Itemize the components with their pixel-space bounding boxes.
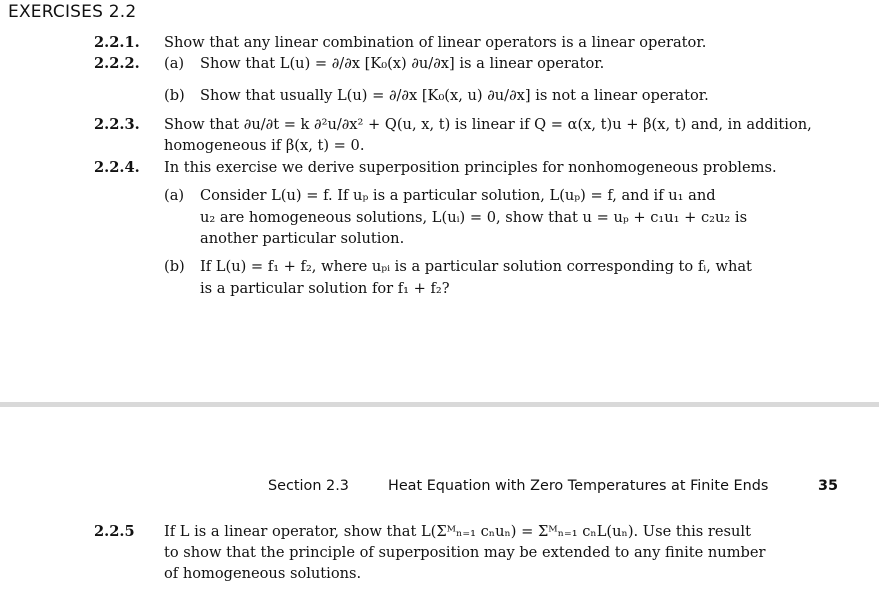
exercise-text: of homogeneous solutions. bbox=[164, 565, 362, 582]
part-label: (b) bbox=[164, 87, 185, 104]
exercise-text: Show that L(u) = ∂/∂x [K₀(x) ∂u/∂x] is a linear operator. bbox=[200, 55, 605, 72]
exercise-text: If L is a linear operator, show that L(Σᴹₙ₌₁ cₙuₙ) = Σᴹₙ₌₁ cₙL(uₙ). Use this result bbox=[164, 523, 751, 540]
exercise-text: is a particular solution for f₁ + f₂? bbox=[200, 280, 450, 297]
exercise-text: In this exercise we derive superposition principles for nonhomogeneous problems. bbox=[164, 159, 777, 176]
section-title: Heat Equation with Zero Temperatures at Finite Ends bbox=[388, 478, 769, 494]
exercise-text: homogeneous if β(x, t) = 0. bbox=[164, 137, 365, 154]
page-number: 35 bbox=[818, 478, 839, 494]
exercise-text: Show that usually L(u) = ∂/∂x [K₀(x, u) ∂u/∂x] is not a linear operator. bbox=[200, 87, 709, 104]
exercise-text: u₂ are homogeneous solutions, L(uᵢ) = 0, show that u = uₚ + c₁u₁ + c₂u₂ is bbox=[200, 209, 748, 226]
exercises-heading: EXERCISES 2.2 bbox=[8, 2, 137, 22]
exercise-text: to show that the principle of superposition may be extended to any finite number bbox=[164, 544, 766, 561]
exercise-text: Show that any linear combination of linear operators is a linear operator. bbox=[164, 34, 707, 51]
exercise-number: 2.2.2. bbox=[94, 55, 140, 72]
exercise-number: 2.2.5 bbox=[94, 523, 135, 540]
exercise-number: 2.2.1. bbox=[94, 34, 140, 51]
exercise-number: 2.2.4. bbox=[94, 159, 140, 176]
exercise-text: If L(u) = f₁ + f₂, where uₚᵢ is a particular solution corresponding to fᵢ, what bbox=[200, 258, 752, 275]
section-label: Section 2.3 bbox=[268, 478, 349, 494]
part-label: (a) bbox=[164, 187, 185, 204]
exercise-text: Consider L(u) = f. If uₚ is a particular solution, L(uₚ) = f, and if u₁ and bbox=[200, 187, 716, 204]
exercise-text: Show that ∂u/∂t = k ∂²u/∂x² + Q(u, x, t) is linear if Q = α(x, t)u + β(x, t) and, in addition, bbox=[164, 116, 812, 133]
exercise-number: 2.2.3. bbox=[94, 116, 140, 133]
part-label: (b) bbox=[164, 258, 185, 275]
exercise-text: another particular solution. bbox=[200, 230, 405, 247]
part-label: (a) bbox=[164, 55, 185, 72]
page-divider bbox=[0, 402, 879, 407]
